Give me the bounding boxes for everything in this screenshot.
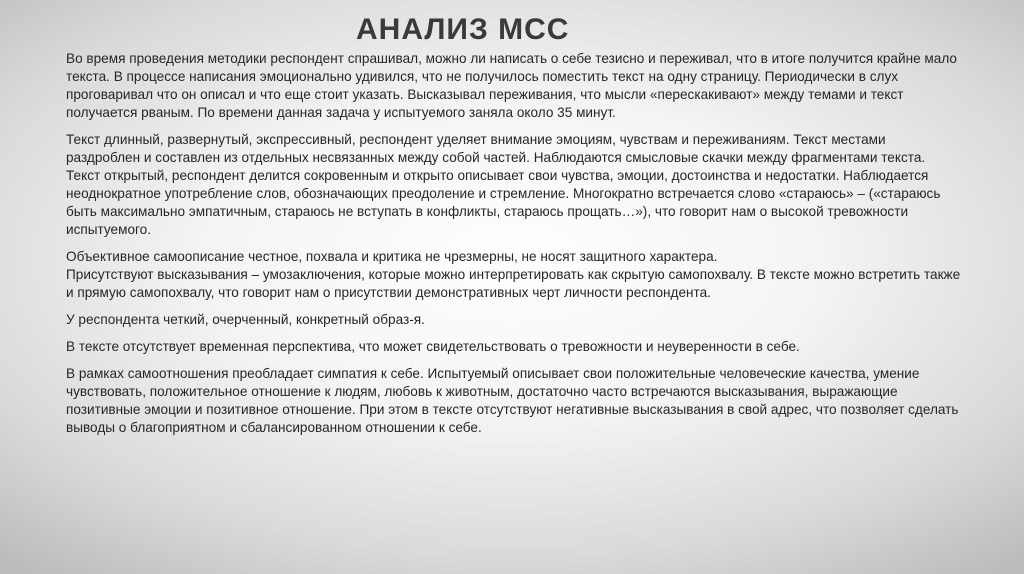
paragraph-self-image: У респондента четкий, очерченный, конкретный образ-я. [66, 312, 425, 327]
paragraph-time-perspective: В тексте отсутствует временная перспектива, что может свидетельствовать о тревожности и неуверенности в себе. [66, 339, 800, 354]
paragraph-self-description: Объективное самоописание честное, похвала и критика не чрезмерны, не носят защитного характера. Присутствуют высказывания – умозаключения, которые можно интерпретировать как скрытую самопохвалу. В тексте можно встретить также и прямую самопохвалу, что говорит нам о присутствии демонстративных черт личности респондента. [66, 249, 961, 300]
slide-body [66, 50, 962, 446]
slide-title: АНАЛИЗ МСС [356, 13, 570, 46]
paragraph-text-analysis: Текст длинный, развернутый, экспрессивный, респондент уделяет внимание эмоциям, чувствам и переживаниям. Текст местами раздроблен и составлен из отдельных несвязанных между собой частей. Наблюдаются смысловые скачки между фрагментами текста. Текст открытый, респондент делится сокровенным и открыто описывает свои чувства, эмоции, достоинства и недостатки. Наблюдается неоднократное употребление слов, обозначающих преодоление и стремление. Многократно встречается слово «стараюсь» – («стараюсь быть максимально эмпатичным, стараюсь не вступать в конфликты, стараюсь прощать…»), что говорит нам о высокой тревожности испытуемого. [66, 132, 941, 237]
paragraph-self-attitude: В рамках самоотношения преобладает симпатия к себе. Испытуемый описывает свои положительные человеческие качества, умение чувствовать, положительное отношение к людям, любовь к животным, достаточно часто встречаются высказывания, выражающие позитивные эмоции и позитивное отношение. При этом в тексте отсутствуют негативные высказывания в свой адрес, что позволяет сделать выводы о благоприятном и сбалансированном отношении к себе. [66, 366, 959, 435]
paragraph-procedure: Во время проведения методики респондент спрашивал, можно ли написать о себе тезисно и переживал, что в итоге получится крайне мало текста. В процессе написания эмоционально удивился, что не получилось поместить текст на одну страницу. Периодически в слух проговаривал что он описал и что еще стоит указать. Высказывал переживания, что мысли «перескакивают» между темами и текст получается рваным. По времени данная задача у испытуемого заняла около 35 минут. [66, 51, 957, 120]
